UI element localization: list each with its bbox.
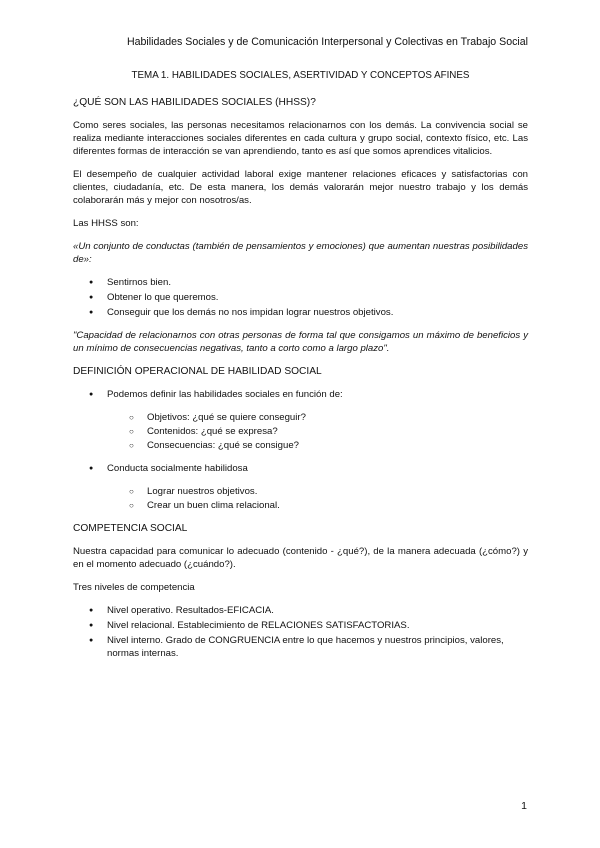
paragraph: Nuestra capacidad para comunicar lo adecuado (contenido - ¿qué?), de la manera adecuada (¿cómo?) y en el momento adecuado (¿cuándo?).: [73, 546, 528, 570]
section-heading-competencia: COMPETENCIA SOCIAL: [73, 523, 188, 534]
sub-list-item: ○ Contenidos: ¿qué se expresa?: [107, 425, 528, 438]
sub-list-item: ○ Lograr nuestros objetivos.: [107, 485, 528, 498]
list-item: [73, 462, 528, 512]
sub-list: [107, 485, 528, 512]
page-number: 1: [521, 800, 527, 812]
document-body: [73, 69, 528, 670]
paragraph: Tres niveles de competencia: [73, 582, 195, 593]
bullet-list: [73, 604, 528, 660]
sub-list-item: ○ Objetivos: ¿qué se quiere conseguir?: [107, 411, 528, 424]
list-item: ● Obtener lo que queremos.: [73, 291, 528, 304]
list-item: ● Nivel relacional. Establecimiento de RELACIONES SATISFACTORIAS.: [73, 619, 528, 632]
list-item: ● Conseguir que los demás no nos impidan lograr nuestros objetivos.: [73, 306, 528, 319]
sub-list-item: ○ Crear un buen clima relacional.: [107, 499, 528, 512]
list-item: [73, 388, 528, 452]
list-item: ● Nivel operativo. Resultados-EFICACIA.: [73, 604, 528, 617]
running-header: Habilidades Sociales y de Comunicación Interpersonal y Colectivas en Trabajo Social: [126, 36, 528, 48]
bullet-list: [73, 388, 528, 512]
list-item-text: Conducta socialmente habilidosa: [107, 463, 248, 474]
section-heading-hhss: ¿QUÉ SON LAS HABILIDADES SOCIALES (HHSS)?: [73, 97, 316, 108]
bullet-list: [73, 276, 528, 319]
document-title: TEMA 1. HABILIDADES SOCIALES, ASERTIVIDAD Y CONCEPTOS AFINES: [131, 70, 470, 81]
sub-list-item: ○ Consecuencias: ¿qué se consigue?: [107, 439, 528, 452]
list-item: ● Nivel interno. Grado de CONGRUENCIA entre lo que hacemos y nuestros principios, valores, normas internas.: [73, 634, 528, 660]
list-item: ● Sentirnos bien.: [73, 276, 528, 289]
quote: «Un conjunto de conductas (también de pensamientos y emociones) que aumentan nuestras posibilidades de»:: [73, 241, 528, 265]
sub-list: [107, 411, 528, 452]
paragraph: Como seres sociales, las personas necesitamos relacionarnos con los demás. La convivencia social se realiza mediante interacciones sociales diferentes en cada cultura y grupo social, contexto físico, etc. Las diferentes formas de interacción se van aprendiendo, tanto es así que somos aprendices vitalicios.: [73, 120, 528, 157]
paragraph: El desempeño de cualquier actividad laboral exige mantener relaciones eficaces y satisfactorias con clientes, ciudadanía, etc. De esta manera, los demás valorarán mejor nuestro trabajo y los demás colaborarán más y mejor con nosotros/as.: [73, 169, 528, 206]
paragraph: Las HHSS son:: [73, 218, 139, 229]
section-heading-definicion: DEFINICIÓN OPERACIONAL DE HABILIDAD SOCIAL: [73, 366, 322, 377]
list-item-text: Podemos definir las habilidades sociales en función de:: [107, 389, 343, 400]
quote: "Capacidad de relacionarnos con otras personas de forma tal que consigamos un máximo de beneficios y un mínimo de consecuencias negativas, tanto a corto como a largo plazo".: [73, 330, 528, 354]
